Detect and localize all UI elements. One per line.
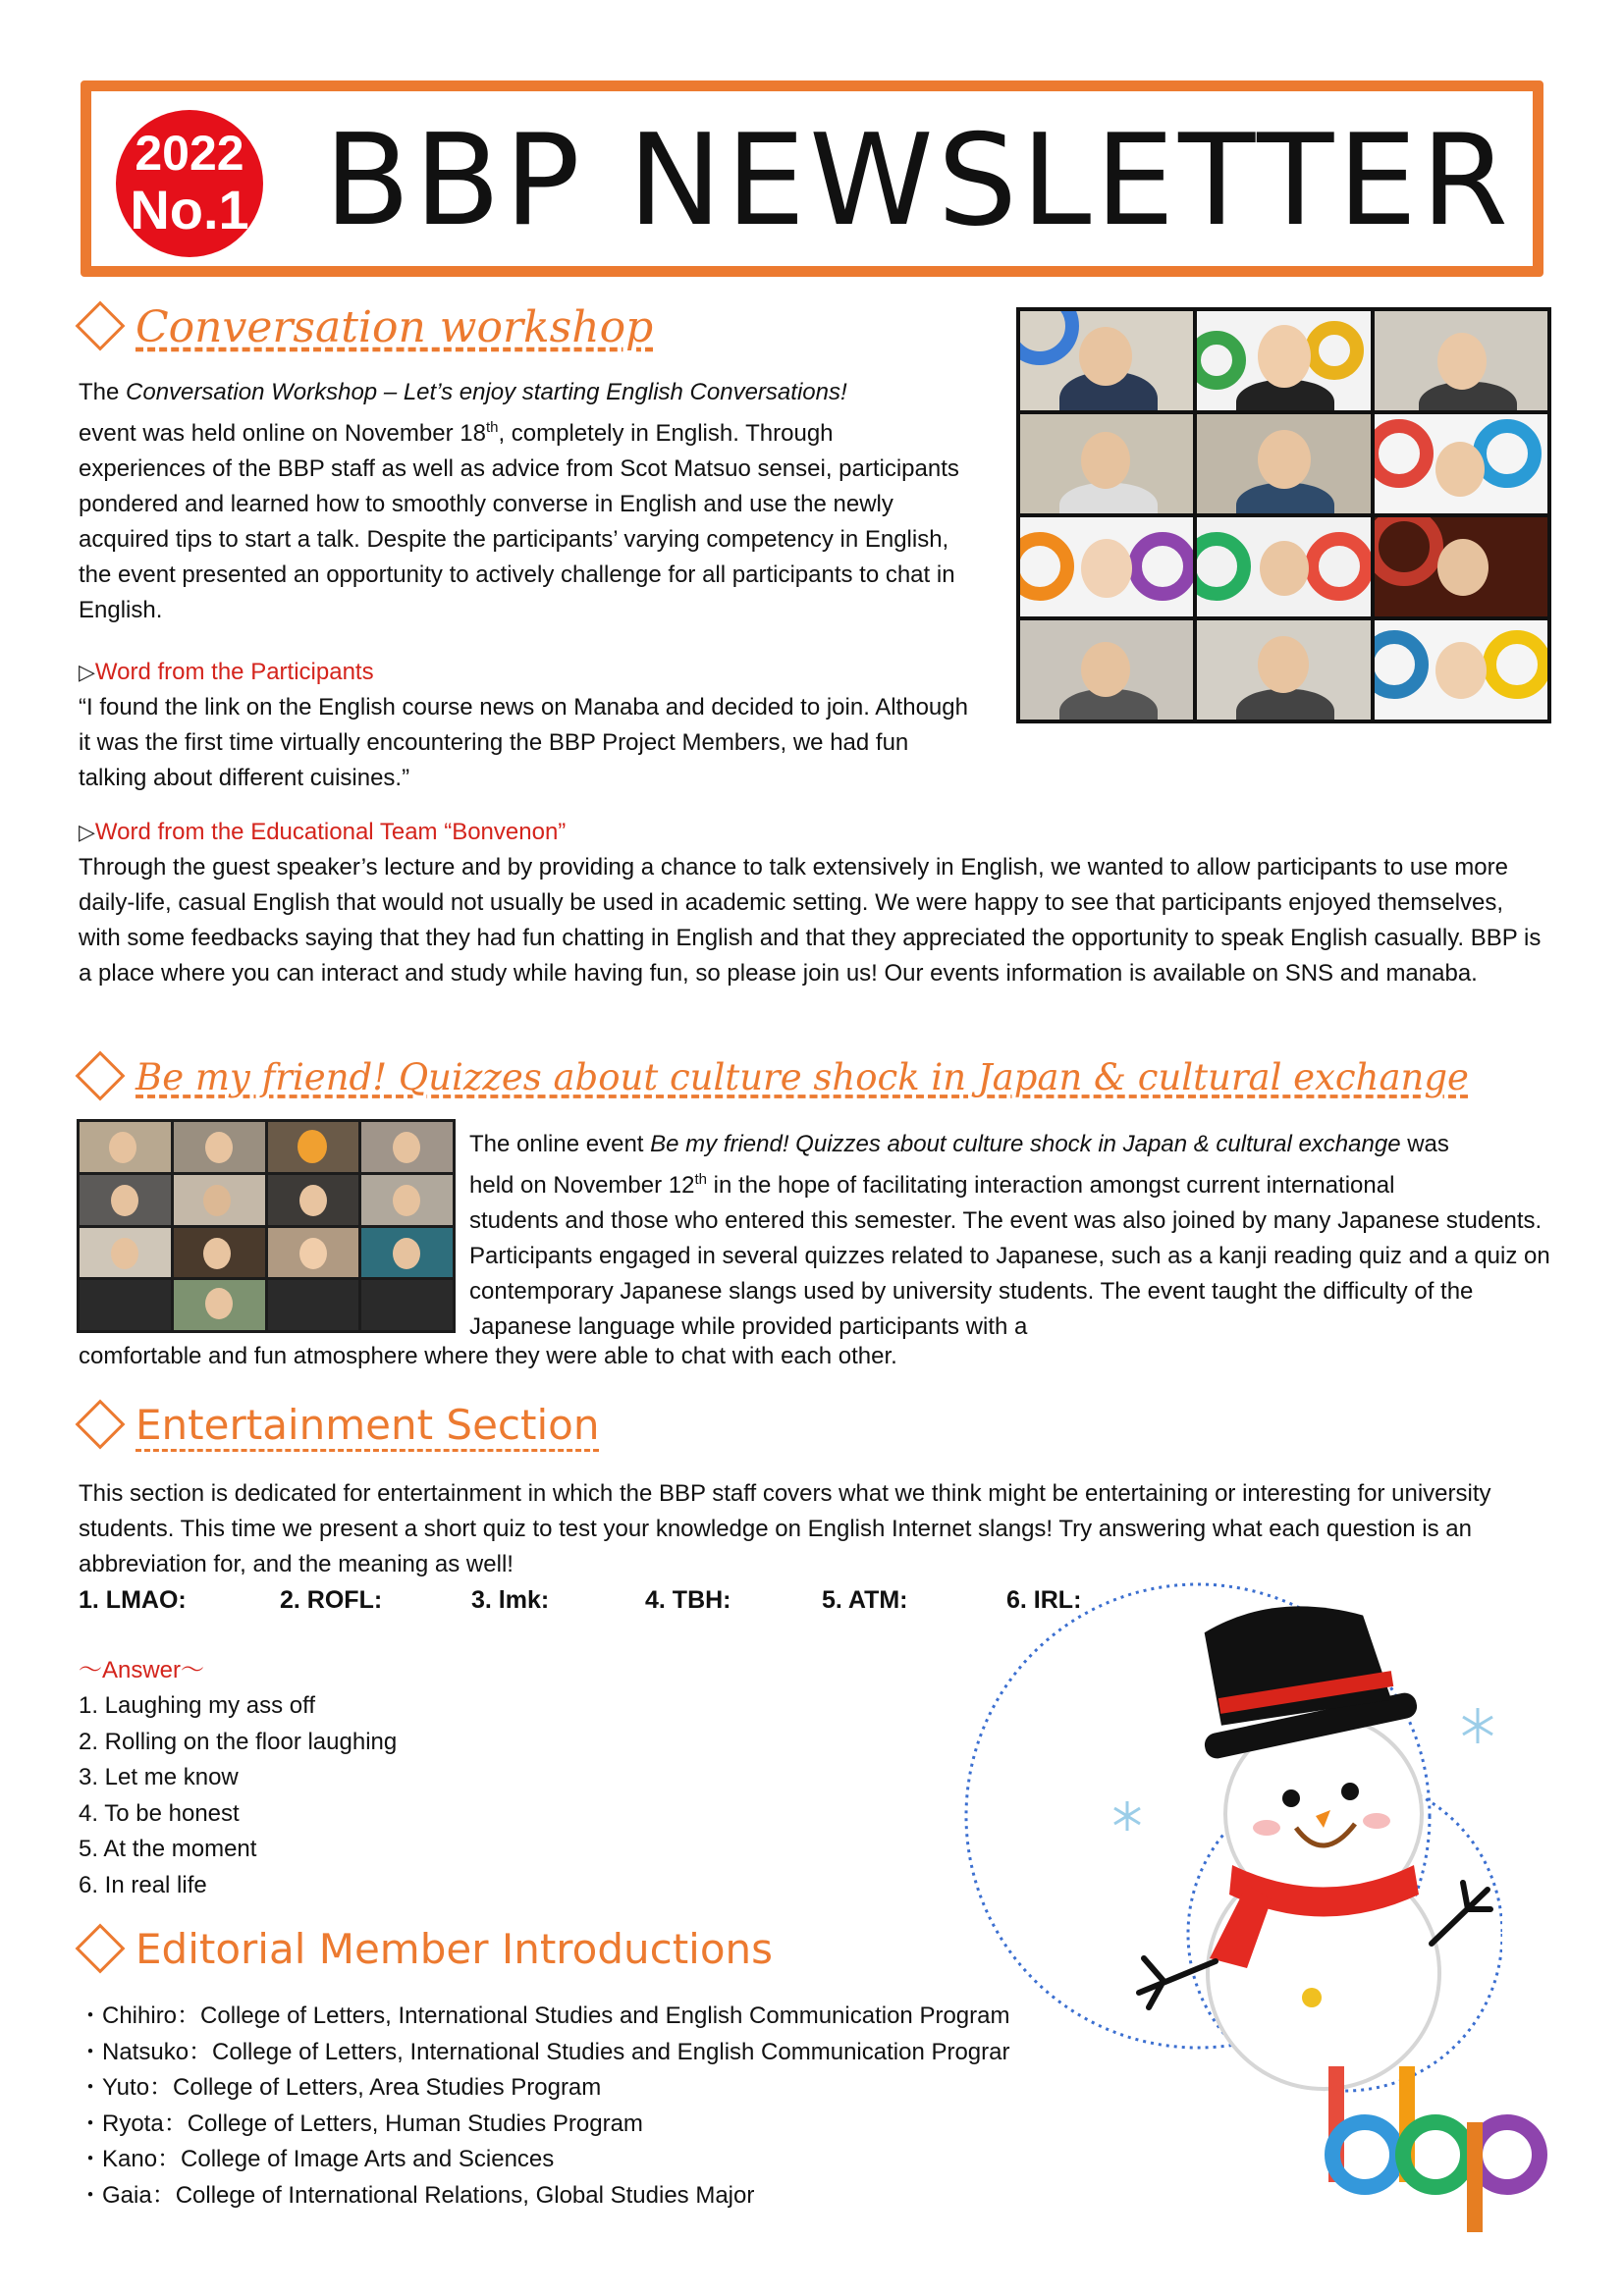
newsletter-title: BBP NEWSLETTER — [324, 108, 1513, 254]
quiz-question: 2. ROFL: — [280, 1586, 383, 1614]
quiz-question: 6. IRL: — [1006, 1586, 1082, 1614]
quiz-questions — [79, 1582, 1081, 1618]
event-name: Conversation Workshop – Let’s enjoy starting English Conversations! — [126, 379, 847, 405]
answer-item: 4. To be honest — [79, 1799, 240, 1827]
answer-item: 5. At the moment — [79, 1836, 257, 1862]
answer-item: 2. Rolling on the floor laughing — [79, 1728, 398, 1755]
answer-item: 1. Laughing my ass off — [79, 1692, 316, 1719]
friend-heading: Be my friend! Quizzes about culture shock in Japan & cultural exchange — [69, 1050, 1469, 1105]
conversation-paragraph: The Conversation Workshop – Let’s enjoy starting English Conversations! event was held online on November 18th, completely in English. Through experiences of the BBP staff as well as advice from Scot Matsuo sensei, participants pondered and learned how to smoothly converse in English and use the newly acquired tips to start a talk. Despite the participants’ varying competency in English, the event presented an opportunity to actively challenge for all participants to chat in English. — [79, 379, 959, 623]
event-name: Be my friend! Quizzes about culture shock in Japan & cultural exchange — [650, 1131, 1401, 1157]
conversation-heading: Conversation workshop — [69, 300, 653, 355]
triangle-right-icon: ▷ — [79, 820, 95, 844]
member-item: ・Natsuko：College of Letters, International Studies and English Communication Prograr — [79, 2038, 1010, 2065]
diamond-icon — [76, 1923, 126, 1973]
participant-tile — [1197, 311, 1370, 410]
member-item: ・Kano：College of Image Arts and Sciences — [79, 2146, 555, 2172]
friend-paragraph: The online event Be my friend! Quizzes about culture shock in Japan & cultural exchange was held on November 12th in the hope of facilitating interaction amongst current international students and those who entered this semester. The event was also joined by many Japanese students. Participants engaged in several quizzes related to Japanese, such as a kanji reading quiz and a quiz on contemporary Japanese slangs used by university students. The event taught the difficulty of the Japanese language while provided participants with a — [469, 1131, 1550, 1340]
quiz-question: 4. TBH: — [645, 1586, 731, 1614]
participant-tile — [1197, 517, 1370, 616]
snowflake-icon — [1114, 1801, 1140, 1831]
bbp-logo — [1321, 2061, 1556, 2238]
friend-paragraph-end: comfortable and fun atmosphere where they were able to chat with each other. — [79, 1343, 897, 1369]
triangle-right-icon: ▷ — [79, 660, 95, 684]
participant-tile — [1375, 311, 1547, 410]
issue-number: No.1 — [130, 179, 249, 240]
snowflake-icon — [1463, 1708, 1492, 1743]
friend-zoom-photo — [77, 1119, 456, 1333]
member-item: ・Gaia：College of International Relations, Global Studies Major — [79, 2181, 755, 2209]
participant-tile — [1020, 311, 1193, 410]
quiz-question: 1. LMAO: — [79, 1586, 187, 1614]
participant-tile — [1197, 620, 1370, 720]
participant-tile — [1375, 517, 1547, 616]
editorial-heading: Editorial Member Introductions — [69, 1922, 773, 1977]
entertainment-heading: Entertainment Section — [69, 1398, 599, 1453]
issue-badge — [116, 110, 263, 257]
team-label: ▷Word from the Educational Team “Bonvenon” — [79, 819, 567, 845]
participant-tile — [1020, 517, 1193, 616]
snowman-illustration — [952, 1571, 1502, 2120]
answer-label: 〜Answer〜 — [79, 1657, 205, 1683]
participants-quote: “I found the link on the English course news on Manaba and decided to join. Although it was the first time virtually encountering the BBP Project Members, we had fun talking about different cuisines.” — [79, 694, 968, 791]
participant-tile — [1020, 414, 1193, 513]
participant-tile — [1020, 620, 1193, 720]
entertainment-paragraph: This section is dedicated for entertainment in which the BBP staff covers what we think might be entertaining or interesting for university students. This time we present a short quiz to test your knowledge on English Internet slangs! Try answering what each question is an abbreviation for, and the meaning as well! — [79, 1480, 1491, 1577]
issue-year: 2022 — [135, 126, 244, 181]
diamond-icon — [76, 301, 126, 351]
member-item: ・Yuto：College of Letters, Area Studies Program — [79, 2074, 602, 2101]
quiz-question: 5. ATM: — [822, 1586, 908, 1614]
diamond-icon — [76, 1051, 126, 1101]
member-item: ・Chihiro：College of Letters, International Studies and English Communication Program — [79, 2002, 1010, 2029]
team-paragraph: Through the guest speaker’s lecture and by providing a chance to talk extensively in English, we wanted to allow participants to use more daily-life, casual English that would not usually be used in academic setting. We were happy to see that participants enjoyed themselves, with some feedbacks saying that they had fun chatting in English and that they appreciated the opportunity to speak English casually. BBP is a place where you can interact and study while having fun, so please join us! Our events information is available on SNS and manaba. — [79, 854, 1542, 987]
participant-tile — [1375, 620, 1547, 720]
member-item: ・Ryota：College of Letters, Human Studies Program — [79, 2109, 643, 2137]
participant-tile — [1197, 414, 1370, 513]
quiz-question: 3. lmk: — [471, 1586, 550, 1614]
participants-label: ▷Word from the Participants — [79, 659, 374, 685]
participant-tile — [1375, 414, 1547, 513]
answer-item: 3. Let me know — [79, 1764, 239, 1790]
answer-list — [79, 1688, 397, 1903]
diamond-icon — [76, 1399, 126, 1449]
answer-item: 6. In real life — [79, 1871, 207, 1898]
workshop-zoom-photo — [1016, 307, 1551, 723]
